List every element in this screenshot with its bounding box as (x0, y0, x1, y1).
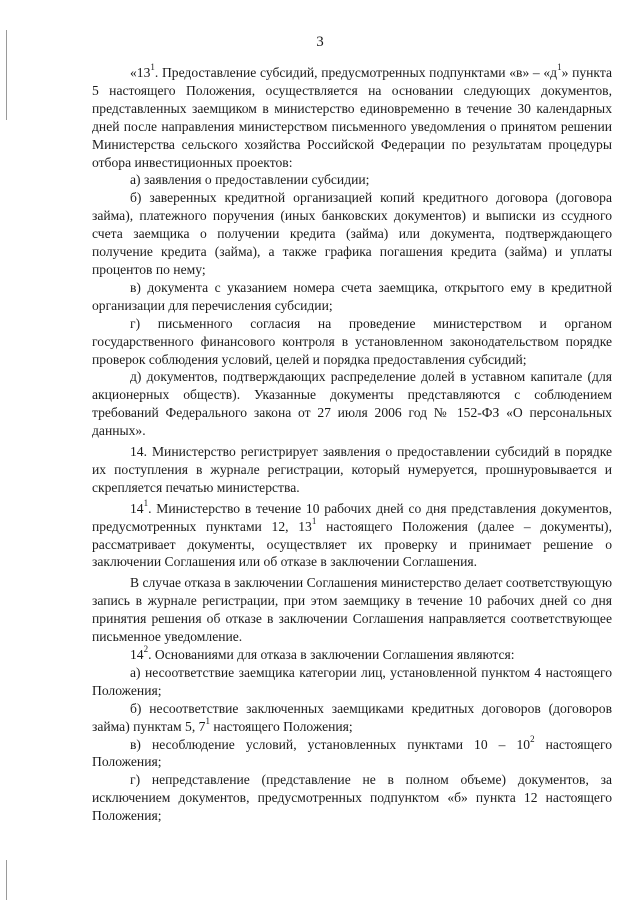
text-run: в) несоблюдение условий, установленных пунктами 10 – 10 (130, 736, 531, 752)
text-run: б) несоответствие заключенных заемщиками кредитных договоров (договоров займа) пунктам 5, 7 (92, 700, 612, 734)
superscript: 1 (205, 716, 210, 727)
text-run: д) документов, подтверждающих распределение долей в уставном капитале (для акционерных обществ). Указанные документы представляются с соблюдением требований Федерального закона от 27 июля 2006 год № 152-ФЗ «О персональных данных». (92, 369, 612, 439)
text-run: » пункта 5 настоящего Положения, осуществляется на основании следующих документов, представленных заемщиком в министерство единовременно в течение 30 календарных дней после направления министерством письменного уведомления о принятом решении Министерства сельского хозяйства Российской Федерации по результатам процедуры отбора инвестиционных проектов: (92, 65, 612, 170)
paragraph-p14 (92, 443, 612, 497)
paragraph-p13-1 (92, 64, 612, 171)
text-run: 14 (130, 500, 144, 516)
text-run: а) несоответствие заемщика категории лиц, установленной пунктом 4 настоящего Положения; (92, 664, 612, 698)
document-body (92, 64, 612, 825)
text-run: 14 (130, 647, 144, 662)
text-run: настоящего Положения; (92, 736, 613, 770)
paragraph-p14-2-g (92, 771, 612, 825)
text-run: настоящего Положения; (209, 718, 353, 734)
paragraph-p14-2-a (92, 664, 612, 700)
text-run: . Основаниями для отказа в заключении Соглашения являются: (148, 647, 515, 662)
text-run: . Министерство в течение 10 рабочих дней со дня представления документов, предусмотренных пунктами 12, 13 (92, 500, 612, 534)
paragraph-p14-2 (92, 646, 612, 664)
scan-edge-mark (6, 860, 7, 900)
paragraph-p13-1-a (92, 171, 612, 189)
superscript: 2 (530, 734, 535, 744)
paragraph-p13-1-b (92, 189, 612, 279)
text-run: настоящего Положения (далее – документы), рассматривает документы, осуществляет их проверку и принимает решение о заключении Соглашения или об отказе в заключении Соглашения. (92, 518, 612, 570)
text-run: б) заверенных кредитной организацией копий кредитного договора (договора займа), платежного поручения (иных банковских документов) и выписки из ссудного счета заемщика о получении кредита (займа) или документа, подтверждающего получение кредита (займа), а также графика погашения кредита (займа) и уплаты процентов по нему; (92, 190, 612, 277)
text-run: в) документа с указанием номера счета заемщика, открытого ему в кредитной организации для перечисления субсидии; (92, 279, 612, 313)
text-run: . Предоставление субсидий, предусмотренных подпунктами «в» – «д (154, 65, 558, 80)
superscript: 2 (143, 644, 149, 655)
text-run: В случае отказа в заключении Соглашения министерство делает соответствующую запись в журнале регистрации, при этом заемщику в течение 10 рабочих дней со дня принятия решения об отказе в заключении Соглашения направляется соответствующее письменное уведомление. (92, 575, 612, 645)
paragraph-p14-1-refusal (92, 574, 612, 646)
superscript: 1 (150, 62, 155, 73)
text-run: 14. Министерство регистрирует заявления о предоставлении субсидий в порядке их поступления в журнале регистрации, который нумеруется, прошнуровывается и скрепляется печатью министерства. (92, 444, 612, 495)
text-run: г) письменного согласия на проведение министерством и органом государственного финансового контроля в установленном законодательством порядке проверок соблюдения условий, целей и порядка предоставления субсидий; (92, 315, 612, 367)
paragraph-p14-1 (92, 500, 612, 572)
paragraph-p13-1-g (92, 315, 612, 369)
paragraph-p14-2-b (92, 700, 612, 736)
paragraph-p13-1-v (92, 279, 612, 315)
text-run: а) заявления о предоставлении субсидии; (130, 172, 370, 188)
page-number: 3 (316, 34, 324, 50)
paragraph-p14-2-v (92, 736, 612, 772)
text-run: «13 (130, 65, 151, 80)
text-run: г) непредставление (представление не в полном объеме) документов, за исключением документов, предусмотренных подпунктом «б» пункта 12 настоящего Положения; (92, 772, 612, 824)
superscript: 1 (311, 516, 317, 527)
superscript: 1 (143, 498, 149, 509)
paragraph-p13-1-d (92, 368, 612, 440)
superscript: 1 (557, 62, 562, 73)
